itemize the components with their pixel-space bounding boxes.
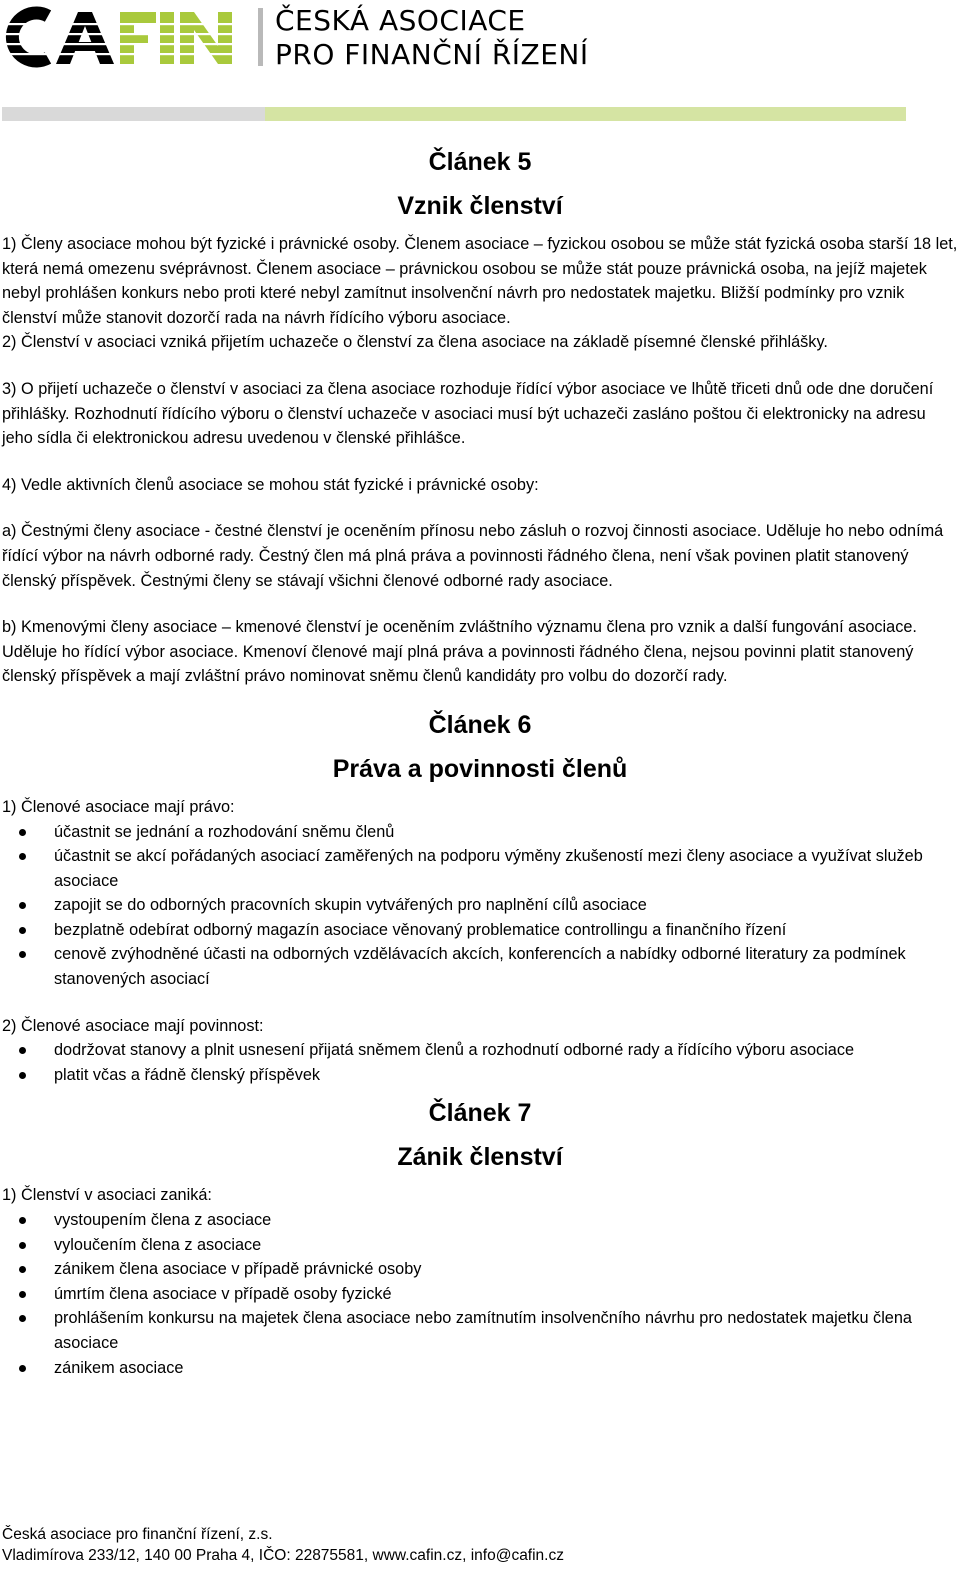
rights-list	[2, 820, 958, 992]
article-6-title: Práva a povinnosti členů	[332, 754, 628, 783]
duties-lead: 2) Členové asociace mají povinnost:	[2, 1016, 264, 1035]
article-5-para-5: a) Čestnými členy asociace - čestné členství je oceněním přínosu nebo zásluh o rozvoj činnosti asociace. Uděluje ho nebo odnímá řídící výbor na návrh odborné rady. Čestný člen má plná práva a povinnosti řádného člena, není však povinen platit stanovený členský příspěvek. Čestnými členy se stávají všichni členové odborné rady asociace.	[2, 522, 944, 590]
duties-list	[2, 1038, 958, 1087]
list-item: dodržovat stanovy a plnit usnesení přijatá sněmem členů a rozhodnutí odborné rady a řídícího výboru asociace	[2, 1038, 958, 1063]
list-item: cenově zvýhodněné účasti na odborných vzdělávacích akcích, konferencích a nabídky odborné literatury za podmínek stanovených asociací	[2, 942, 958, 991]
list-item: zánikem člena asociace v případě právnické osoby	[2, 1257, 958, 1282]
list-item: zapojit se do odborných pracovních skupin vytvářených pro naplnění cílů asociace	[2, 893, 958, 918]
list-item: platit včas a řádně členský příspěvek	[2, 1063, 958, 1088]
article-5-number: Článek 5	[428, 148, 532, 176]
cafin-logo	[2, 6, 234, 68]
header-separator	[258, 8, 263, 66]
org-name-line1: ČESKÁ ASOCIACE	[275, 4, 526, 37]
article-6-number: Článek 6	[428, 710, 532, 739]
article-5-para-4: 4) Vedle aktivních členů asociace se mohou stát fyzické i právnické osoby:	[2, 475, 539, 494]
list-item: prohlášením konkursu na majetek člena asociace nebo zamítnutím insolvenčního návrhu pro nedostatek majetku člena asociace	[2, 1306, 958, 1355]
header-bar-gray	[2, 107, 265, 121]
article-5-para-1: 1) Členy asociace mohou být fyzické i právnické osoby. Členem asociace – fyzickou osobou se může stát fyzická osoba starší 18 let, která nemá omezenu svéprávnost. Členem asociace – právnickou osobou se může stát pouze právnická osoba, na jejíž majetek nebyl prohlášen konkurs nebo proti které nebyl zamítnut insolvenční návrh pro nedostatek majetku. Bližší podmínky pro vznik členství může stanovit dozorčí rada na návrh řídícího výboru asociace.	[2, 235, 958, 327]
list-item: bezplatně odebírat odborný magazín asociace věnovaný problematice controllingu a finančního řízení	[2, 918, 958, 943]
header-bar-green	[265, 107, 906, 121]
list-item: úmrtím člena asociace v případě osoby fyzické	[2, 1282, 958, 1307]
page-header	[0, 0, 960, 125]
list-item: vystoupením člena z asociace	[2, 1208, 958, 1233]
article-7-number: Článek 7	[428, 1099, 532, 1128]
footer-address: Vladimírova 233/12, 140 00 Praha 4, IČO: 22875581, www.cafin.cz, info@cafin.cz	[2, 1547, 564, 1564]
cafin-logo-graphic	[2, 6, 234, 68]
list-item: zánikem asociace	[2, 1356, 958, 1381]
list-item: účastnit se jednání a rozhodování sněmu členů	[2, 820, 958, 845]
termination-lead: 1) Členství v asociaci zaniká:	[2, 1186, 212, 1205]
org-name-line2: PRO FINANČNÍ ŘÍZENÍ	[275, 38, 589, 71]
footer-org-name: Česká asociace pro finanční řízení, z.s.	[2, 1526, 273, 1543]
article-5-title: Vznik členství	[397, 192, 563, 220]
page-footer	[2, 1524, 958, 1566]
article-5-para-6: b) Kmenovými členy asociace – kmenové členství je oceněním zvláštního významu člena pro vznik a další fungování asociace. Uděluje ho řídící výbor asociace. Kmenoví členové mají plná práva a povinnosti řádného člena, nejsou povinni platit stanovený členský příspěvek a mají zvláštní právo nominovat sněmu členů kandidáty pro volbu do dozorčí rady.	[2, 618, 917, 686]
article-5-para-3: 3) O přijetí uchazeče o členství v asociaci za člena asociace rozhoduje řídící výbor asociace ve lhůtě třiceti dnů ode dne doručení přihlášky. Rozhodnutí řídícího výboru o členství uchazeče v asociaci musí být uchazeči zasláno poštou či elektronicky na adresu jeho sídla či elektronickou adresu uvedenou v členské přihlášce.	[2, 379, 934, 448]
list-item: vyloučením člena z asociace	[2, 1233, 958, 1258]
article-5-para-2: 2) Členství v asociaci vzniká přijetím uchazeče o členství za člena asociace na základě písemné členské přihlášky.	[2, 333, 828, 352]
rights-lead: 1) Členové asociace mají právo:	[2, 797, 235, 816]
list-item: účastnit se akcí pořádaných asociací zaměřených na podporu výměny zkušeností mezi členy asociace a využívat služeb asociace	[2, 844, 958, 893]
document-body	[2, 140, 958, 1402]
article-7-title: Zánik členství	[397, 1143, 563, 1172]
termination-list	[2, 1208, 958, 1380]
